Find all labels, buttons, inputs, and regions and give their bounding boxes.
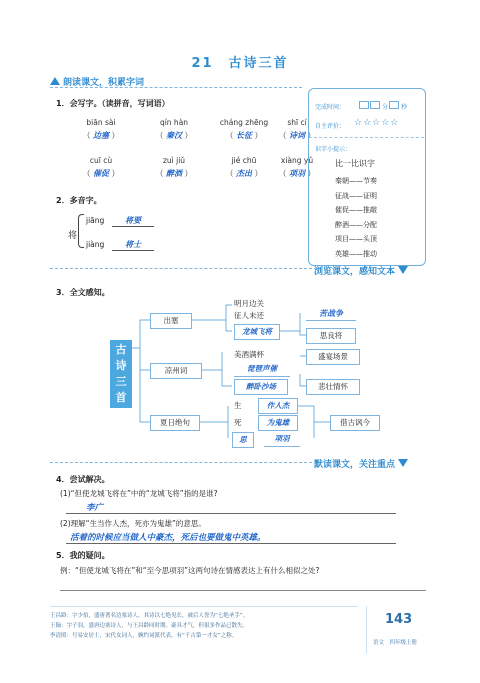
- answer-node: 龙城飞将: [234, 324, 280, 340]
- polyphone-char: 将: [68, 231, 78, 241]
- pinyin: qín hàn: [159, 118, 189, 127]
- author-note: 王翰：字子羽，盛唐边塞诗人，与王昌龄同时期。豪具才气，但很多作品已散失。: [50, 623, 249, 629]
- poem-line: 明月边关: [234, 299, 264, 308]
- answer-node: 琵琶声催: [234, 362, 290, 377]
- question-1-label: 1．会写字。（读拼音，写词语）: [56, 99, 170, 108]
- seconds-unit: 秒: [401, 104, 408, 111]
- poem-line: 征人未还: [234, 311, 264, 320]
- section-title-2: 浏览课文，感知文本: [314, 266, 396, 277]
- answer-field: （ 秦汉 ）: [155, 130, 193, 140]
- answer-word: 长征: [236, 130, 252, 140]
- answer-node: 项羽: [264, 432, 300, 447]
- answer-word: 秦汉: [166, 130, 182, 140]
- center-node: [110, 340, 132, 408]
- compare-item: 催促——推敲: [335, 206, 377, 214]
- question-4-label: 4．尝试解决。: [56, 475, 110, 484]
- minutes-unit: 分: [382, 104, 389, 111]
- answer-field: （ 醉酒 ）: [155, 168, 193, 178]
- compare-item: 项目——头顶: [335, 235, 377, 243]
- answer-field: （ 催促 ）: [82, 168, 120, 178]
- answer-line-1: 李广: [66, 501, 396, 514]
- center-char: 首: [115, 391, 127, 404]
- answer-word: 将要: [112, 215, 154, 227]
- answer-word: 诗词: [289, 130, 305, 140]
- pinyin: cháng zhēng: [219, 118, 269, 127]
- section-title-1: 朗读课文，积累字词: [63, 77, 145, 88]
- tip-label: 识字小提示：: [315, 146, 352, 153]
- time-label: 完成时间：: [315, 104, 346, 111]
- question-3-label: 3．全文感知。: [56, 288, 110, 297]
- rating-stars[interactable]: ☆☆☆☆☆: [354, 118, 400, 128]
- poem-node: 出塞: [150, 313, 192, 329]
- label-sheng: 生: [234, 401, 242, 410]
- scene-node: 盛宴场景: [306, 349, 360, 365]
- question-5-label: 5．我的疑问。: [56, 551, 110, 560]
- answer-node: 思: [232, 432, 254, 448]
- pinyin: jiàng: [86, 240, 105, 249]
- answer-word: 项羽: [289, 168, 305, 178]
- answer-node: 作人杰: [258, 398, 298, 414]
- page-info: [366, 606, 428, 654]
- self-eval-label: 自主评价：: [315, 123, 346, 130]
- answer-field: （ 项羽 ）: [278, 168, 316, 178]
- compare-item: 醉酒——分配: [335, 220, 377, 229]
- answer-node: 苦战争: [306, 306, 356, 321]
- example-question: 例：“但使龙城飞将在”和“至今思项羽”这两句诗在情感表达上有什么相似之处?: [60, 566, 320, 575]
- pinyin: jié chū: [231, 156, 257, 165]
- answer-field: （ 诗词 ）: [278, 130, 316, 140]
- compare-item: 征战——证明: [335, 191, 377, 200]
- theme-node: 思良将: [306, 328, 356, 344]
- answer-field: （ 杰出 ）: [225, 168, 263, 178]
- answer-word: 催促: [93, 168, 109, 178]
- pinyin: xiàng yǔ: [280, 156, 314, 165]
- answer-field: （ 边塞 ）: [82, 130, 120, 140]
- book-subject: 语文 四年级上册: [373, 640, 418, 646]
- lesson-title: 21 古诗三首: [191, 56, 289, 71]
- pinyin: jiāng: [86, 216, 105, 225]
- center-char: 诗: [115, 359, 127, 372]
- theme-node: 悲壮情怀: [306, 379, 360, 395]
- answer-field: （ 长征 ）: [225, 130, 263, 140]
- compare-item: 秦朝——节奏: [335, 177, 377, 185]
- center-char: 三: [115, 375, 127, 388]
- pinyin: biān sài: [86, 118, 116, 127]
- question-2-label: 2．多音字。: [56, 196, 102, 205]
- answer-word: 边塞: [93, 130, 109, 140]
- tip-title: 比一比识字: [335, 159, 375, 168]
- center-char: 古: [115, 343, 127, 356]
- page-number: 143: [385, 612, 413, 627]
- poem-line: 美酒满杯: [234, 350, 264, 359]
- pinyin: shī cí: [287, 118, 307, 127]
- section-title-3: 默读课文，关注重点: [314, 459, 396, 470]
- answer-line-2: 活着的时候应当做人中豪杰，死后也要做鬼中英雄。: [66, 531, 396, 544]
- poem-node: 夏日绝句: [150, 415, 200, 431]
- answer-word: 杰出: [236, 168, 252, 178]
- label-si: 死: [234, 418, 242, 427]
- poem1-lines: [234, 298, 264, 322]
- sub-question-2: (2)理解“生当作人杰，死亦为鬼雄”的意思。: [60, 519, 206, 528]
- theme-node: 借古讽今: [330, 415, 380, 431]
- author-notes: [50, 606, 358, 654]
- section-header-3: [314, 456, 408, 470]
- divider: [50, 462, 312, 463]
- answer-line: [60, 590, 426, 591]
- answer-node: 醉卧沙场: [234, 379, 288, 395]
- author-note: 王昌龄：字少伯，盛唐著名边塞诗人。其诗以七绝见长，被后人誉为“七绝圣手”。: [50, 613, 249, 619]
- pinyin: cuī cù: [89, 156, 113, 165]
- answer-word: 醉酒: [166, 168, 182, 178]
- pinyin: zuì jiǔ: [162, 156, 186, 165]
- sub-question-1: (1)“但使龙城飞将在”中的“龙城飞将”指的是谁?: [60, 489, 218, 498]
- author-note: 李清照：号易安居士，宋代女词人，婉约词派代表，有“千古第一才女”之称。: [50, 633, 238, 639]
- answer-node: 为鬼雄: [258, 415, 298, 431]
- compare-item: 英雄——推动: [335, 249, 377, 258]
- answer-word: 将士: [112, 239, 154, 251]
- poem-node: 凉州词: [150, 363, 202, 379]
- triangle-down-icon: [398, 459, 408, 467]
